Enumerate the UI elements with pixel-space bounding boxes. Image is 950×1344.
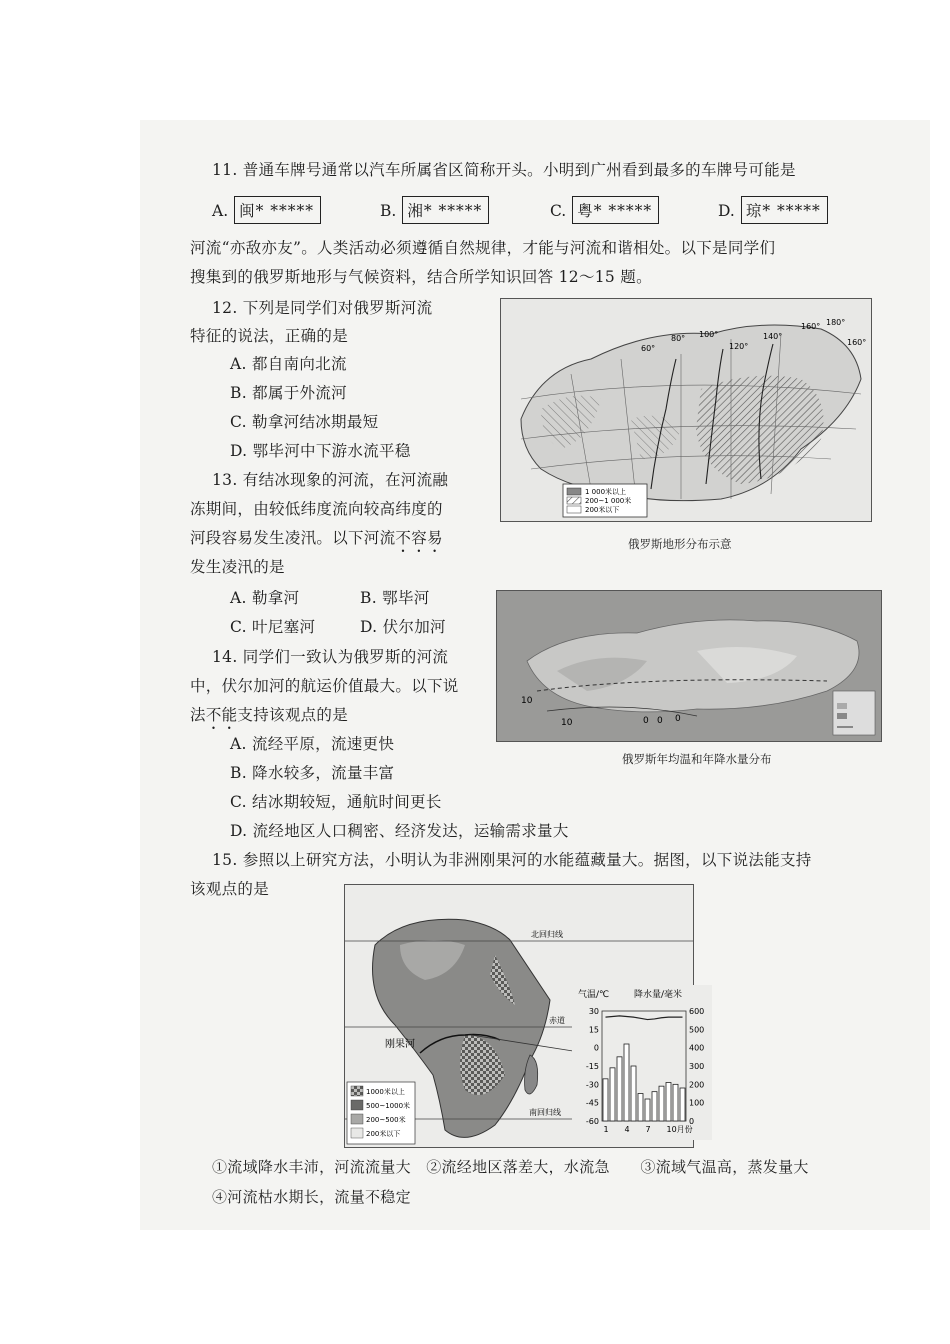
option-letter: C. bbox=[550, 202, 567, 220]
precipitation-bar bbox=[666, 1083, 671, 1122]
precipitation-bar bbox=[680, 1088, 685, 1121]
terrain-map-graphic bbox=[501, 299, 871, 521]
emphasis-text: 不能 bbox=[205, 706, 238, 724]
chart-left-tick: 30 bbox=[588, 1007, 599, 1016]
intro-line-2: 搜集到的俄罗斯地形与气候资料，结合所学知识回答 12～15 题。 bbox=[190, 268, 652, 286]
q14-option-b[interactable]: B. 降水较多，流量丰富 bbox=[230, 764, 395, 782]
degree-label: 160° bbox=[801, 322, 821, 331]
degree-label: 60° bbox=[641, 344, 656, 353]
q13-stem-2: 冻期间，由较低纬度流向较高纬度的 bbox=[190, 500, 443, 518]
q11-option-a[interactable] bbox=[212, 196, 321, 224]
q11-option-d[interactable] bbox=[718, 196, 828, 224]
chart-right-tick: 100 bbox=[689, 1098, 705, 1108]
q12-option-b[interactable]: B. 都属于外流河 bbox=[230, 384, 347, 402]
degree-label: 180° bbox=[826, 318, 846, 327]
plate-box: 琼* ***** bbox=[741, 196, 828, 224]
precipitation-bar bbox=[645, 1099, 650, 1121]
degree-label: 140° bbox=[763, 332, 783, 341]
degree-label: 160° bbox=[847, 338, 867, 347]
degree-label: 120° bbox=[729, 342, 749, 351]
chart-right-tick: 0 bbox=[689, 1117, 695, 1126]
degree-label: 80° bbox=[671, 334, 686, 343]
q13-option-a[interactable]: A. 勒拿河 bbox=[230, 589, 300, 607]
precipitation-bar bbox=[673, 1084, 678, 1121]
climate-map-graphic bbox=[497, 591, 881, 741]
plate-box: 闽* ***** bbox=[234, 196, 321, 224]
precipitation-bar bbox=[652, 1092, 657, 1121]
precipitation-bar bbox=[638, 1094, 643, 1122]
chart-left-axis-label: 气温/℃ bbox=[578, 990, 610, 1000]
precipitation-bar bbox=[659, 1086, 664, 1121]
legend-mid: 200~1 000米 bbox=[585, 497, 632, 505]
chart-x-tick: 1 bbox=[603, 1125, 609, 1134]
stem-text: 法 bbox=[190, 706, 206, 724]
q13-option-c[interactable]: C. 叶尼塞河 bbox=[230, 618, 316, 636]
chart-right-tick: 200 bbox=[689, 1080, 705, 1090]
legend-500-1000: 500~1000米 bbox=[366, 1102, 411, 1110]
precipitation-bar bbox=[624, 1044, 629, 1121]
chart-x-tick: 4 bbox=[624, 1125, 630, 1134]
emphasis-text: 不容易 bbox=[395, 529, 443, 547]
tropic-north-label: 北回归线 bbox=[531, 930, 563, 939]
q12-stem-2: 特征的说法，正确的是 bbox=[190, 327, 349, 345]
chart-left-tick: -45 bbox=[585, 1098, 599, 1108]
chart-left-tick: -30 bbox=[585, 1080, 599, 1090]
isotherm-label: 10 bbox=[521, 696, 533, 706]
q15-stem-2: 该观点的是 bbox=[190, 880, 270, 898]
equator-label: 赤道 bbox=[549, 1016, 565, 1025]
q13-stem-3 bbox=[190, 526, 443, 556]
q11-stem: 11. 普通车牌号通常以汽车所属省区简称开头。小明到广州看到最多的车牌号可能是 bbox=[212, 161, 796, 179]
legend-high: 1 000米以上 bbox=[585, 488, 627, 496]
degree-label: 100° bbox=[699, 330, 719, 339]
q11-option-c[interactable] bbox=[550, 196, 659, 224]
russia-terrain-map bbox=[500, 298, 872, 522]
q14-option-a[interactable]: A. 流经平原，流速更快 bbox=[230, 735, 395, 753]
q15-statements-2: ④河流枯水期长，流量不稳定 bbox=[212, 1188, 411, 1206]
option-letter: D. bbox=[718, 202, 735, 220]
chart-x-tick: 7 bbox=[645, 1125, 651, 1134]
q14-stem-1: 14. 同学们一致认为俄罗斯的河流 bbox=[212, 648, 449, 666]
legend-200-500: 200~500米 bbox=[366, 1116, 406, 1124]
q13-stem-4: 发生凌汛的是 bbox=[190, 558, 285, 576]
chart-left-tick: -15 bbox=[585, 1062, 599, 1071]
chart-right-axis-label: 降水量/毫米 bbox=[634, 990, 683, 1000]
chart-x-tick: 10月份 bbox=[666, 1125, 693, 1134]
precipitation-bar bbox=[603, 1079, 608, 1121]
chart-left-tick: 15 bbox=[588, 1025, 599, 1035]
precipitation-bar bbox=[617, 1057, 622, 1121]
option-letter: B. bbox=[380, 202, 397, 220]
isotherm-label: 0 bbox=[675, 714, 681, 724]
tropic-south-label: 南回归线 bbox=[529, 1108, 561, 1117]
chart-left-tick: 0 bbox=[593, 1043, 599, 1053]
q12-stem-1: 12. 下列是同学们对俄罗斯河流 bbox=[212, 299, 433, 317]
chart-right-tick: 600 bbox=[689, 1007, 705, 1016]
legend-1000-above: 1000米以上 bbox=[366, 1088, 405, 1096]
q12-option-c[interactable]: C. 勒拿河结冰期最短 bbox=[230, 413, 379, 431]
q14-stem-3 bbox=[190, 703, 348, 733]
isotherm-label: 0 bbox=[643, 716, 649, 726]
q13-option-b[interactable]: B. 鄂毕河 bbox=[360, 589, 430, 607]
intro-line-1: 河流“亦敌亦友”。人类活动必须遵循自然规律，才能与河流和谐相处。以下是同学们 bbox=[190, 239, 776, 257]
stem-text: 支持该观点的是 bbox=[237, 706, 349, 724]
q14-option-c[interactable]: C. 结冰期较短，通航时间更长 bbox=[230, 793, 442, 811]
congo-climate-chart bbox=[572, 985, 712, 1140]
q15-stem-1: 15. 参照以上研究方法，小明认为非洲刚果河的水能蕴藏量大。据图，以下说法能支持 bbox=[212, 851, 812, 869]
legend-200-below: 200米以下 bbox=[366, 1130, 401, 1138]
russia-climate-map bbox=[496, 590, 882, 742]
legend-low: 200米以下 bbox=[585, 506, 620, 514]
chart-right-tick: 500 bbox=[689, 1025, 705, 1035]
isotherm-label: 0 bbox=[657, 716, 663, 726]
congo-river-label: 刚果河 bbox=[385, 1039, 415, 1050]
terrain-map-caption: 俄罗斯地形分布示意 bbox=[628, 537, 732, 551]
q13-option-d[interactable]: D. 伏尔加河 bbox=[360, 618, 446, 636]
q12-option-a[interactable]: A. 都自南向北流 bbox=[230, 355, 347, 373]
climate-map-caption: 俄罗斯年均温和年降水量分布 bbox=[622, 752, 772, 766]
chart-right-tick: 400 bbox=[689, 1043, 705, 1053]
plate-box: 湘* ***** bbox=[402, 196, 489, 224]
precipitation-bar bbox=[631, 1066, 636, 1121]
option-letter: A. bbox=[212, 202, 229, 220]
q14-option-d[interactable]: D. 流经地区人口稠密、经济发达，运输需求量大 bbox=[230, 822, 569, 840]
q11-option-b[interactable] bbox=[380, 196, 489, 224]
plate-box: 粤* ***** bbox=[572, 196, 659, 224]
precipitation-bar bbox=[610, 1068, 615, 1121]
isotherm-label: 10 bbox=[561, 718, 573, 728]
chart-left-tick: -60 bbox=[585, 1117, 599, 1126]
q13-stem-1: 13. 有结冰现象的河流，在河流融 bbox=[212, 471, 449, 489]
q12-option-d[interactable]: D. 鄂毕河中下游水流平稳 bbox=[230, 442, 411, 460]
q14-stem-2: 中，伏尔加河的航运价值最大。以下说 bbox=[190, 677, 459, 695]
stem-text: 河段容易发生凌汛。以下河流 bbox=[190, 529, 396, 547]
q15-statements-1: ①流域降水丰沛，河流流量大 ②流经地区落差大，水流急 ③流域气温高，蒸发量大 bbox=[212, 1158, 809, 1176]
chart-right-tick: 300 bbox=[689, 1062, 705, 1071]
